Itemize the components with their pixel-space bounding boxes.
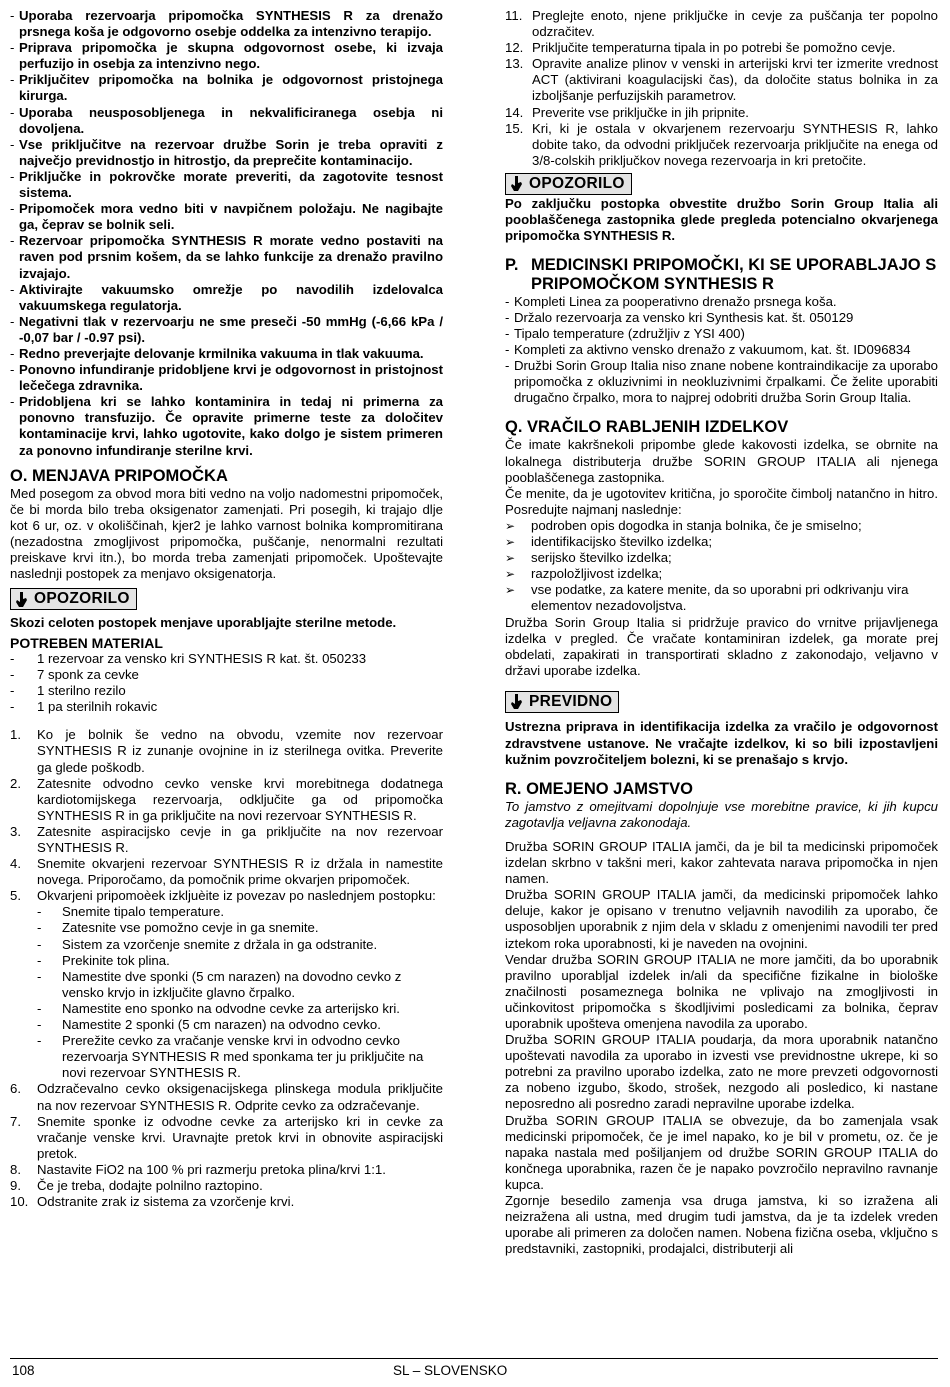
q-list: [505, 518, 938, 615]
list-marker: ➢: [505, 583, 516, 598]
steps-list: [10, 727, 443, 904]
list-marker: -: [505, 309, 510, 325]
section-o-title: O. MENJAVA PRIPOMOČKA: [10, 466, 228, 485]
list-text: Odstranite zrak iz sistema za vzorčenje krvi.: [37, 1194, 295, 1210]
material-item: [10, 699, 443, 715]
list-marker: -: [10, 362, 15, 378]
list-marker: -: [10, 168, 15, 184]
step-item: [505, 121, 938, 169]
list-text: identifikacijsko številko izdelka;: [531, 534, 713, 550]
list-text: Tipalo temperature (združljiv z YSI 400): [514, 326, 745, 341]
list-marker: 9.: [10, 1177, 21, 1193]
list-marker: -: [10, 345, 15, 361]
section-o-text: Med posegom za obvod mora biti vedno na voljo nadomestni pripomoček, če bi morda bilo treba oksigenator zamenjati. Pri posegih, ki trajajo dlje kot 6 ur, oz. v okoliščinah, kjer2 je lahko varnost bolnika kompromitirana (nezadostna zmogljivost pripomočka, puščanje, nenormalni rezultati preiskave krvi itn.), bo morda treba zamenjati pripomoček. Upoštevajte naslednji postopek za menjavo oksigenatorja.: [10, 485, 443, 582]
step-item: [10, 888, 443, 904]
list-marker: 15.: [505, 120, 524, 136]
step-item: [10, 1178, 443, 1194]
hand-pointer-icon: [510, 176, 524, 191]
list-text: Ponovno infundiranje pridobljene krvi je odgovornost in pristojnost lečečega zdravnika.: [19, 362, 443, 394]
list-text: Odzračevalno cevko oksigenacijskega plinskega modula priključite na nov rezervoar SYNTHESIS R. Odprite cevko za odzračevanje.: [37, 1081, 443, 1113]
list-text: Sistem za vzorčenje snemite z držala in ga odstranite.: [62, 936, 378, 952]
language-label: SL – SLOVENSKO: [393, 1363, 508, 1378]
list-text: Zatesnite odvodno cevko venske krvi morebitnega dodatnega kardiotomijskega rezervoarja, odklјučite ga od pripomočka SYNTHESIS R in ga priključite na novi rezervoar SYNTHESIS R.: [37, 775, 443, 823]
warranty-paragraph: Družba SORIN GROUP ITALIA jamči, da je bil ta medicinski pripomoček izdelan skrbno v takšni meri, kakor zahtevata narava pripomočka in njen namen.: [505, 838, 938, 887]
list-marker: 1.: [10, 727, 21, 743]
step5-subitem: [10, 904, 443, 920]
list-marker: 2.: [10, 775, 21, 791]
list-text: Namestite 2 sponki (5 cm narazen) na odvodno cevko.: [62, 1017, 381, 1033]
warning-badge-right: [505, 173, 632, 195]
list-marker: -: [10, 104, 15, 120]
caution-label: PREVIDNO: [529, 692, 613, 710]
list-marker: 13.: [505, 56, 524, 72]
steps-list-continued: [10, 1081, 443, 1210]
q-paragraph-2: Če menite, da je ugotovitev kritična, jo sporočite čimbolj natančno in hitro. Posredujte najmanj naslednje:: [505, 485, 938, 517]
left-column: [10, 8, 443, 1210]
list-marker: 3.: [10, 823, 21, 839]
list-text: podroben opis dogodka in stanja bolnika, če je smiselno;: [531, 517, 862, 533]
list-text: Če je treba, dodajte polnilno raztopino.: [37, 1177, 263, 1193]
report-item: [505, 550, 938, 566]
list-marker: -: [10, 313, 15, 329]
list-marker: -: [10, 136, 15, 152]
list-text: Rezervoar pripomočka SYNTHESIS R morate vedno postaviti na raven pod prsnim košem, da se lahko funkcije za drenažo pravilno izvajajo.: [19, 233, 443, 281]
intro-item: [10, 72, 443, 104]
list-text: Kompleti Linea za pooperativno drenažo prsnega koša.: [514, 293, 837, 309]
step-item: [10, 1162, 443, 1178]
step-item: [505, 40, 938, 56]
list-marker: -: [10, 8, 15, 23]
list-marker: 5.: [10, 888, 21, 904]
list-marker: -: [37, 920, 42, 936]
intro-item: [10, 394, 443, 458]
list-marker: -: [37, 952, 42, 968]
device-item: [505, 310, 938, 326]
list-text: Držalo rezervoarja za vensko kri Synthesis kat. št. 050129: [514, 309, 854, 325]
list-text: 1 pa sterilnih rokavic: [37, 699, 158, 715]
list-marker: ➢: [505, 567, 516, 582]
list-text: vse podatke, za katere menite, da so uporabni pri odkrivanju vira elementov nezadovoljstva.: [531, 582, 909, 614]
section-p-letter: P.: [505, 255, 519, 274]
list-text: Snemite okvarjeni rezervoar SYNTHESIS R iz držala in namestite novega. Priporočamo, da pomočnik prime okvarjen pripomoček.: [37, 856, 443, 888]
list-text: Priprava pripomočka je skupna odgovornost osebe, ki izvaja perfuzijo in osebja za intenzivno nego.: [19, 40, 443, 72]
intro-item: [10, 362, 443, 394]
list-text: 7 sponk za cevke: [37, 667, 139, 683]
device-item: [505, 342, 938, 358]
step-item: [505, 8, 938, 40]
intro-item: [10, 105, 443, 137]
report-item: [505, 582, 938, 614]
list-marker: 14.: [505, 104, 524, 120]
steps-list-right: [505, 8, 938, 169]
intro-item: [10, 8, 443, 40]
step5-subitem: [10, 937, 443, 953]
list-text: Aktivirajte vakuumsko omrežje po navodilih izdelovalca vakuumskega regulatorja.: [19, 281, 443, 313]
list-text: Zatesnite aspiracijsko cevje in ga priključite na nov rezervoar SYNTHESIS R.: [37, 823, 443, 855]
device-item: [505, 326, 938, 342]
step5-subitem: [10, 920, 443, 936]
list-text: Priključke in pokrovčke morate preveriti, da zagotovite tesnost sistema.: [19, 168, 443, 201]
intro-item: [10, 233, 443, 281]
list-text: Prekinite tok plina.: [62, 952, 170, 968]
list-text: Nastavite FiO2 na 100 % pri razmerju pretoka plina/krvi 1:1.: [37, 1161, 386, 1177]
list-marker: 12.: [505, 40, 524, 56]
page-number: 108: [12, 1363, 35, 1378]
list-marker: -: [10, 233, 15, 249]
warning-label-right: OPOZORILO: [529, 174, 625, 192]
list-marker: -: [10, 683, 15, 699]
r-paragraphs: [505, 839, 938, 1257]
step5-subitem: [10, 953, 443, 969]
warning-label: OPOZORILO: [34, 590, 130, 608]
warranty-paragraph: Vendar družba SORIN GROUP ITALIA ne more jamčiti, da bo uporabnik pravilno uporabljal izdelek in/ali da specifične fizikalne in biološke značilnosti posameznega bolnika ne vplivajo na zmogljivosti in učinkovitost pripomočka s škodljivimi posledicami za bolnika, čeprav uporabnik upošteva omenjena navodila za uporabo.: [505, 951, 938, 1031]
intro-item: [10, 314, 443, 346]
step-item: [10, 727, 443, 775]
list-marker: -: [10, 667, 15, 683]
step5-sublist: [10, 904, 443, 1081]
list-text: Snemite tipalo temperature.: [62, 904, 224, 920]
list-marker: -: [10, 201, 15, 217]
caution-badge: [505, 691, 619, 713]
step5-subitem: [10, 1033, 443, 1081]
step-item: [10, 1114, 443, 1162]
warranty-paragraph: Družba SORIN GROUP ITALIA poudarja, da mora uporabnik natančno upoštevati navodila za uporabo in izvesti vse previdnostne ukrepe, ki so potrebni za pravilno uporabo izdelka, zato ne more prevzeti odgovornosti za nobeno izgubo, škodo, strošek, nezgodo ali posledico, ki nastane neposredno ali posredno zaradi nepravilne uporabe izdelka.: [505, 1032, 938, 1112]
list-text: Ko je bolnik še vedno na obvodu, vzemite nov rezervoar SYNTHESIS R iz zunanje ovojnine in iz sterilnega ovitka. Preverite ga glede poškodb.: [37, 727, 443, 775]
list-marker: -: [37, 1017, 42, 1033]
list-text: Prerežite cevko za vračanje venske krvi in odvodno cevko rezervoarja SYNTHESIS R med sponkama ter ju priključite na novi rezervoar SYNTHESIS R.: [62, 1033, 424, 1081]
material-item: [10, 651, 443, 667]
intro-warnings-list: [10, 8, 443, 459]
list-marker: 4.: [10, 856, 21, 872]
step-item: [10, 1194, 443, 1210]
section-q-title: Q. VRAČILO RABLJENIH IZDELKOV: [505, 418, 789, 437]
list-text: Kri, ki je ostala v okvarjenem rezervoarju SYNTHESIS R, lahko dobite tako, da odvodni priključek rezervoarja priključite na enega od 3/8-colskih priključkov novega rezervoarja in kri pretočite.: [532, 120, 938, 168]
list-text: Namestite dve sponki (5 cm narazen) na dovodno cevko z venskо krvjo in izklјučite glavno črpalko.: [62, 968, 402, 1000]
intro-item: [10, 40, 443, 72]
list-marker: 6.: [10, 1081, 21, 1097]
list-text: Družbi Sorin Group Italia niso znane nobene kontraindikacije za uporabo pripomočka z okluzivnimi in neokluzivnimi črpalkami. Če želite uporabiti drugačno črpalko, mora to najprej odobriti družba Sorin Group Italia.: [514, 358, 938, 406]
hand-pointer-icon: [15, 592, 29, 607]
list-marker: -: [10, 394, 15, 410]
device-item: [505, 358, 938, 406]
hand-pointer-icon: [510, 694, 524, 709]
list-text: Vse priključitve na rezervoar družbe Sorin je treba opraviti z največjo previdnostjo in hitrostjo, da preprečite kontaminacijo.: [19, 136, 443, 168]
r-italic-intro: To jamstvo z omejitvami dopolnjuje vse morebitne pravice, ki jih kupcu zagotavlja veljavna zakonodaja.: [505, 798, 938, 830]
intro-item: [10, 282, 443, 314]
list-text: Priključitev pripomočka na bolnika je odgovornost pristojnega kirurga.: [19, 72, 443, 104]
list-text: Priključite temperaturna tipala in po potrebi še pomožno cevje.: [532, 40, 896, 56]
list-text: Opravite analize plinov v venski in arterijski krvi ter izmerite vrednost ACT (aktivirani koagulacijski čas), da določite status bolnika in za izboljšanje perfuzijskih parametrov.: [532, 56, 938, 104]
list-text: Uporaba rezervoarja pripomočka SYNTHESIS R za drenažo prsnega koša je odgovorno osebje oddelka za intenzivno terapijo.: [19, 8, 443, 40]
section-p-list: [505, 294, 938, 407]
step5-subitem: [10, 1017, 443, 1033]
q-paragraph-1: Če imate kakršnekoli pripombe glede kakovosti izdelka, se obrnite na lokalnega distributerja družbe SORIN GROUP ITALIA ali njenega pooblaščenega zastopnika.: [505, 437, 938, 485]
list-marker: ➢: [505, 535, 516, 550]
section-p-title: [505, 256, 938, 294]
list-text: razpoložljivost izdelka;: [531, 566, 663, 582]
list-marker: -: [505, 326, 510, 341]
intro-item: [10, 137, 443, 169]
section-r-title: R. OMEJENO JAMSTVO: [505, 779, 693, 798]
list-marker: -: [10, 281, 15, 297]
list-marker: 11.: [505, 8, 523, 23]
warning-badge: [10, 588, 137, 610]
intro-item: [10, 346, 443, 362]
list-text: Kompleti za aktivno vensko drenažo z vakuumom, kat. št. ID096834: [514, 342, 911, 358]
list-text: serijsko številko izdelka;: [531, 550, 672, 566]
device-item: [505, 294, 938, 310]
list-marker: -: [10, 72, 15, 88]
list-marker: -: [10, 650, 15, 666]
intro-item: [10, 169, 443, 201]
intro-item: [10, 201, 443, 233]
list-text: Okvarjeni pripomoèek izklјuèite iz povezav po naslednjem postopku:: [37, 888, 436, 904]
list-marker: ➢: [505, 551, 516, 566]
list-marker: -: [37, 936, 42, 952]
list-text: Negativni tlak v rezervoarju ne sme preseči -50 mmHg (-6,66 kPa / -0,07 bar / -0.97 psi).: [19, 313, 443, 345]
list-text: Pridobljena kri se lahko kontaminira in tedaj ni primerna za ponovno transfuzijo. Če opravite primerne teste za določitev kontaminacije krvi, lahko ugotovite, kako dolgo je sistem primeren za ponovno infundiranje sterilne krvi.: [19, 394, 443, 458]
material-title: POTREBEN MATERIAL: [10, 634, 163, 651]
list-marker: 10.: [10, 1194, 29, 1210]
step5-subitem: [10, 969, 443, 1001]
report-item: [505, 518, 938, 534]
material-item: [10, 683, 443, 699]
list-marker: 7.: [10, 1113, 21, 1129]
warning-text-right: Po zaključku postopka obvestite družbo Sorin Group Italia ali pooblaščenega zastopnika glede pregleda potencialno okvarjenega pripomočka SYNTHESIS R.: [505, 195, 938, 243]
list-text: 1 rezervoar za vensko kri SYNTHESIS R kat. št. 050233: [37, 650, 367, 666]
list-text: Preglejte enoto, njene priključke in cevje za puščanja ter popolno odzračitev.: [532, 8, 938, 40]
q-paragraph-3: Družba Sorin Group Italia si pridržuje pravico do vrnitve prijavljenega izdelka v pregled. Če vračate kontaminiran izdelek, ga morate prej obdelati, zapakirati in transportirati skladno z zakonodajo, veljavno v državi uporabe izdelka.: [505, 614, 938, 678]
list-marker: -: [37, 1000, 42, 1016]
list-text: Redno preverjajte delovanje krmilnika vakuuma in tlak vakuuma.: [19, 345, 424, 361]
section-p-title-text: MEDICINSKI PRIPOMOČKI, KI SE UPORABLJAJO S PRIPOMOČKOM SYNTHESIS R: [531, 255, 937, 293]
list-marker: 8.: [10, 1161, 21, 1177]
list-text: Preverite vse priključke in jih pripnite.: [532, 104, 749, 120]
step-item: [10, 856, 443, 888]
list-text: Uporaba neusposobljenega in nekvalificiranega osebja ni dovoljena.: [19, 104, 443, 136]
list-text: Pripomoček mora vedno biti v navpičnem položaju. Ne nagibajte ga, čeprav se bolnik seli.: [19, 201, 443, 233]
step5-subitem: [10, 1001, 443, 1017]
material-item: [10, 667, 443, 683]
step-item: [10, 1081, 443, 1113]
material-list: [10, 651, 443, 715]
list-marker: -: [37, 968, 42, 984]
list-marker: -: [10, 40, 15, 56]
warranty-paragraph: Zgornje besedilo zamenja vsa druga jamstva, ki so izražena ali neizražena ali ustna, med drugim tudi jamstva, da je ta izdelek vreden uporabe ali primeren za določen namen. Nobena fizična oseba, vključno s predstavniki, zastopniki, prodajalci, distributerji ali: [505, 1193, 938, 1257]
step-item: [505, 105, 938, 121]
step-item: [505, 56, 938, 104]
list-marker: -: [505, 293, 510, 309]
warranty-paragraph: Družba SORIN GROUP ITALIA se obvezuje, da bo zamenjala vsak medicinski pripomoček, če je imel napako, ko je bil v prometu, oz. če je napaka nastala med pošiljanjem od družbe SORIN GROUP ITALIA do končnega uporabnika, razen če je napako povzročilo nepravilno ravnanje kupca.: [505, 1112, 938, 1192]
step-item: [10, 776, 443, 824]
warranty-paragraph: Družba SORIN GROUP ITALIA jamči, da medicinski pripomoček lahko deluje, kakor je opisano v trenutno veljavnih navodilih za uporabo, če usposobljen uporabnik z njim dela v skladu z omenjenimi navodili ter pred iztekom roka uporabnosti, ki je naveden na ovojnini.: [505, 887, 938, 951]
list-marker: -: [505, 358, 510, 374]
list-marker: ➢: [505, 518, 516, 533]
list-text: Namestite eno sponko na odvodne cevke za arterijsko kri.: [62, 1000, 400, 1016]
right-column: [505, 8, 938, 1257]
list-marker: -: [37, 904, 42, 920]
list-marker: -: [10, 699, 15, 715]
page-footer: [10, 1358, 938, 1383]
list-marker: -: [505, 342, 510, 358]
list-text: Snemite sponke iz odvodne cevke za arterijsko kri in cevke za vračanje venske krvi. Uravnajte pretok krvi in obnovite aspiracijski pretok.: [37, 1113, 443, 1161]
report-item: [505, 534, 938, 550]
warning-text: Skozi celoten postopek menjave uporabljajte sterilne metode.: [10, 614, 397, 630]
report-item: [505, 566, 938, 582]
list-marker: -: [37, 1033, 42, 1049]
caution-text: Ustrezna priprava in identifikacija izdelka za vračilo je odgovornost zdravstvene ustanove. Ne vračajte izdelkov, ki so bili izpostavljeni kužnim povzročiteljem bolezni, ki se prenašajo s krvjo.: [505, 719, 938, 767]
list-text: Zatesnite vse pomožno cevje in ga snemite.: [62, 920, 319, 936]
step-item: [10, 824, 443, 856]
list-text: 1 sterilno rezilo: [37, 683, 126, 699]
